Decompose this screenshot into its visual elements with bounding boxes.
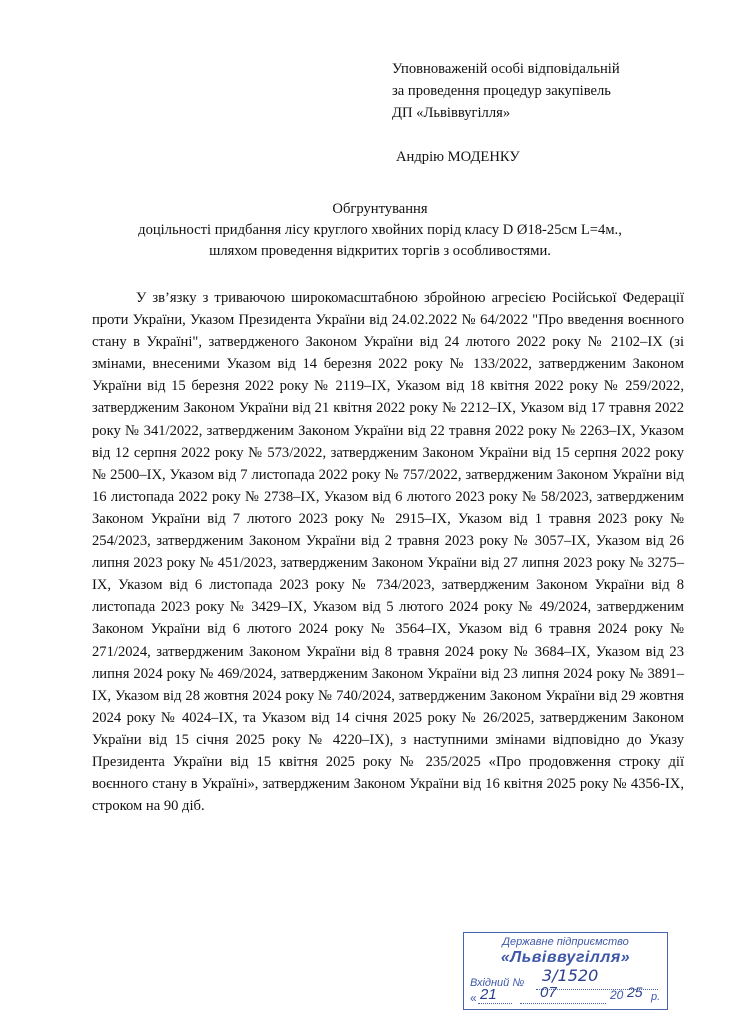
- addressee-line-2: за проведення процедур закупівель: [392, 83, 611, 99]
- stamp-day-line: [478, 1003, 512, 1004]
- addressee-name: Андрію МОДЕНКУ: [396, 149, 520, 165]
- stamp-day: 21: [480, 986, 497, 1003]
- stamp-company: «Львіввугілля»: [500, 949, 631, 966]
- stamp-year-suffix: р.: [651, 991, 661, 1003]
- addressee-block: [392, 58, 692, 168]
- stamp-incoming-label: Вхідний №: [470, 977, 525, 989]
- document-heading: [60, 199, 700, 262]
- body-paragraph: У зв’язку з триваючою широкомасштабною збройною агресією Російської Федерації проти України, Указом Президента України від 24.02.2022 № 64/2022 "Про введення воєнного стану в Україні", затвердженого Законом України від 24 лютого 2022 року № 2102–IX (зі змінами, внесеними Указом від 14 березня 2022 року № 133/2022, затвердженим Законом України від 15 березня 2022 року № 2119–IX, Указом від 18 квітня 2022 року № 259/2022, затвердженим Законом України від 21 квітня 2022 року № 2212–IX, Указом від 17 травня 2022 року № 341/2022, затвердженим Законом України від 22 травня 2022 року № 2263–IX, Указом від 12 серпня 2022 року № 573/2022, затвердженим Законом України від 15 серпня 2022 року № 2500–IX, Указом від 7 листопада 2022 року № 757/2022, затвердженим Законом України від 16 листопада 2022 року № 2738–IX, Указом від 6 лютого 2023 року № 58/2023, затвердженим Законом України від 7 лютого 2023 року № 2915–IX, Указом від 1 травня 2023 року № 254/2023, затвердженим Законом України від 2 травня 2023 року № 3057–IX, Указом від 26 липня 2023 року № 451/2023, затвердженим Законом України від 27 липня 2023 року № 3275–IX, Указом від 6 листопада 2023 року № 734/2023, затвердженим Законом України від 8 листопада 2023 року № 3429–IX, Указом від 5 лютого 2024 року № 49/2024, затвердженим Законом України від 6 лютого 2024 року № 3564–IX, Указом від 6 травня 2024 року № 271/2024, затвердженим Законом України від 8 травня 2024 року № 3684–IX, Указом від 23 липня 2024 року № 469/2024, затвердженим Законом України від 23 липня 2024 року № 3891–IX, Указом від 28 жовтня 2024 року № 740/2024, затвердженим Законом України від 29 жовтня 2024 року № 4024–IX, та Указом від 14 січня 2025 року № 26/2025, затвердженим Законом України від 15 січня 2025 року № 4220–IX), з наступними змінами відповідно до Указу Президента України від 15 квітня 2025 року № 235/2025 «Про продовження строку дії воєнного стану в Україні», затвердженим Законом України від 16 квітня 2025 року № 4356-IX, строком на 90 діб.: [92, 290, 684, 815]
- document-subtitle-line-2: шляхом проведення відкритих торгів з особливостями.: [209, 243, 551, 259]
- document-title: Обгрунтування: [332, 201, 428, 217]
- stamp-month: 07: [540, 984, 557, 1001]
- document-subtitle-line-1: доцільності придбання лісу круглого хвойних порід класу D Ø18-25см L=4м.,: [138, 222, 622, 238]
- addressee-line-1: Уповноваженій особі відповідальній: [392, 61, 620, 77]
- stamp-year-prefix: 20: [610, 988, 624, 1002]
- stamp-organization: Державне підприємство: [502, 936, 629, 948]
- addressee-line-3: ДП «Львіввугілля»: [392, 105, 511, 121]
- stamp-registration-number: 3/1520: [542, 966, 599, 985]
- registration-stamp: Державне підприємство «Львіввугілля» Вхідний № 3/1520 « 21 07 20 25 р.: [463, 932, 668, 1010]
- stamp-month-line: [520, 1003, 606, 1004]
- stamp-year: 25: [627, 984, 643, 1000]
